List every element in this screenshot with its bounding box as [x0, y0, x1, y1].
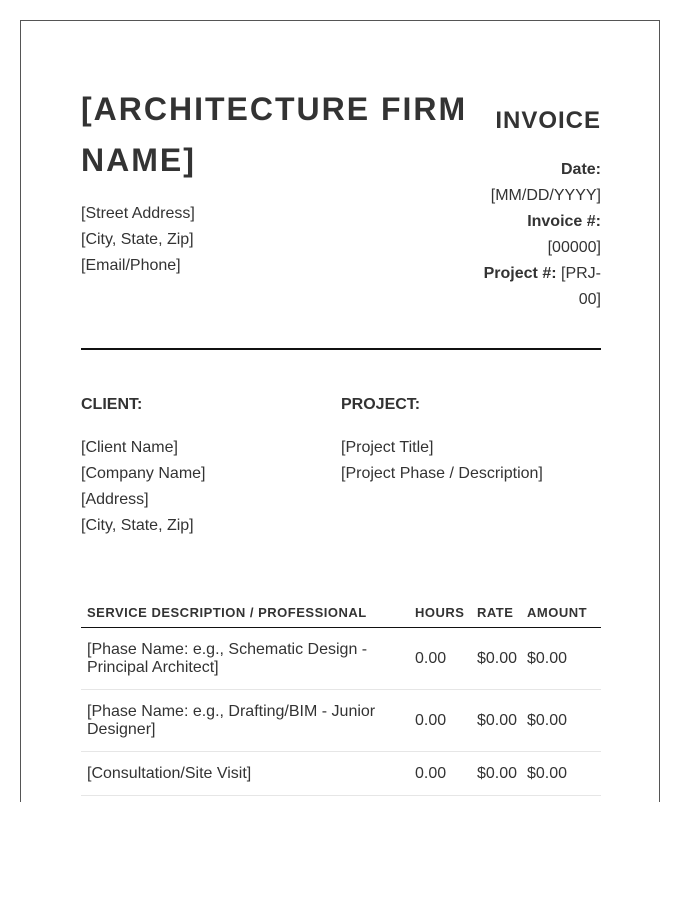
project-section: [341, 395, 601, 487]
client-company: [Company Name]: [81, 465, 206, 482]
firm-address: [81, 201, 195, 279]
header-divider: [81, 348, 601, 350]
client-name: [Client Name]: [81, 439, 178, 456]
client-heading: CLIENT:: [81, 396, 143, 413]
project-phase-description: [Project Phase / Description]: [341, 465, 543, 482]
project-number-label: Project #:: [483, 265, 557, 282]
table-row: [81, 752, 601, 796]
row-amount: $0.00: [527, 711, 568, 729]
project-title: [Project Title]: [341, 439, 434, 456]
project-heading: PROJECT:: [341, 396, 421, 413]
row-hours: 0.00: [415, 649, 447, 667]
row-amount: $0.00: [527, 649, 568, 667]
invoice-number-label: Invoice #:: [527, 213, 601, 230]
row-amount: $0.00: [527, 764, 568, 782]
row-rate: $0.00: [477, 711, 518, 729]
invoice-title: INVOICE: [495, 107, 601, 134]
row-description: [Phase Name: e.g., Schematic Design - Principal Architect]: [87, 640, 368, 676]
invoice-meta: [451, 157, 601, 313]
services-table: [81, 597, 601, 796]
project-number-value: [PRJ-: [561, 265, 601, 282]
header-hours: HOURS: [415, 604, 465, 620]
row-rate: $0.00: [477, 764, 518, 782]
date-value: [MM/DD/YYYY]: [490, 187, 601, 204]
header-amount: AMOUNT: [527, 604, 588, 620]
row-description: [Consultation/Site Visit]: [87, 764, 252, 782]
invoice-page: [20, 20, 660, 802]
firm-name: [ARCHITECTURE FIRM NAME]: [81, 91, 468, 178]
row-rate: $0.00: [477, 649, 518, 667]
row-hours: 0.00: [415, 764, 447, 782]
client-details: [81, 435, 321, 539]
table-row: [81, 690, 601, 752]
table-row: [81, 628, 601, 690]
row-hours: 0.00: [415, 711, 447, 729]
firm-email-phone: [Email/Phone]: [81, 257, 181, 274]
project-details: [341, 435, 601, 487]
client-section: [81, 395, 321, 539]
client-city-state-zip: [City, State, Zip]: [81, 517, 194, 534]
project-number-row: [451, 261, 601, 287]
date-label: Date:: [560, 161, 601, 178]
invoice-number-value: [00000]: [547, 239, 601, 256]
header-description: SERVICE DESCRIPTION / PROFESSIONAL: [87, 604, 367, 620]
invoice-meta-block: [451, 105, 601, 313]
row-description: [Phase Name: e.g., Drafting/BIM - Junior Designer]: [87, 702, 376, 738]
client-address: [Address]: [81, 491, 149, 508]
header-rate: RATE: [477, 604, 514, 620]
firm-street-address: [Street Address]: [81, 205, 195, 222]
table-header-row: [81, 597, 601, 628]
firm-city-state-zip: [City, State, Zip]: [81, 231, 194, 248]
project-number-value-cont: 00]: [578, 291, 601, 308]
